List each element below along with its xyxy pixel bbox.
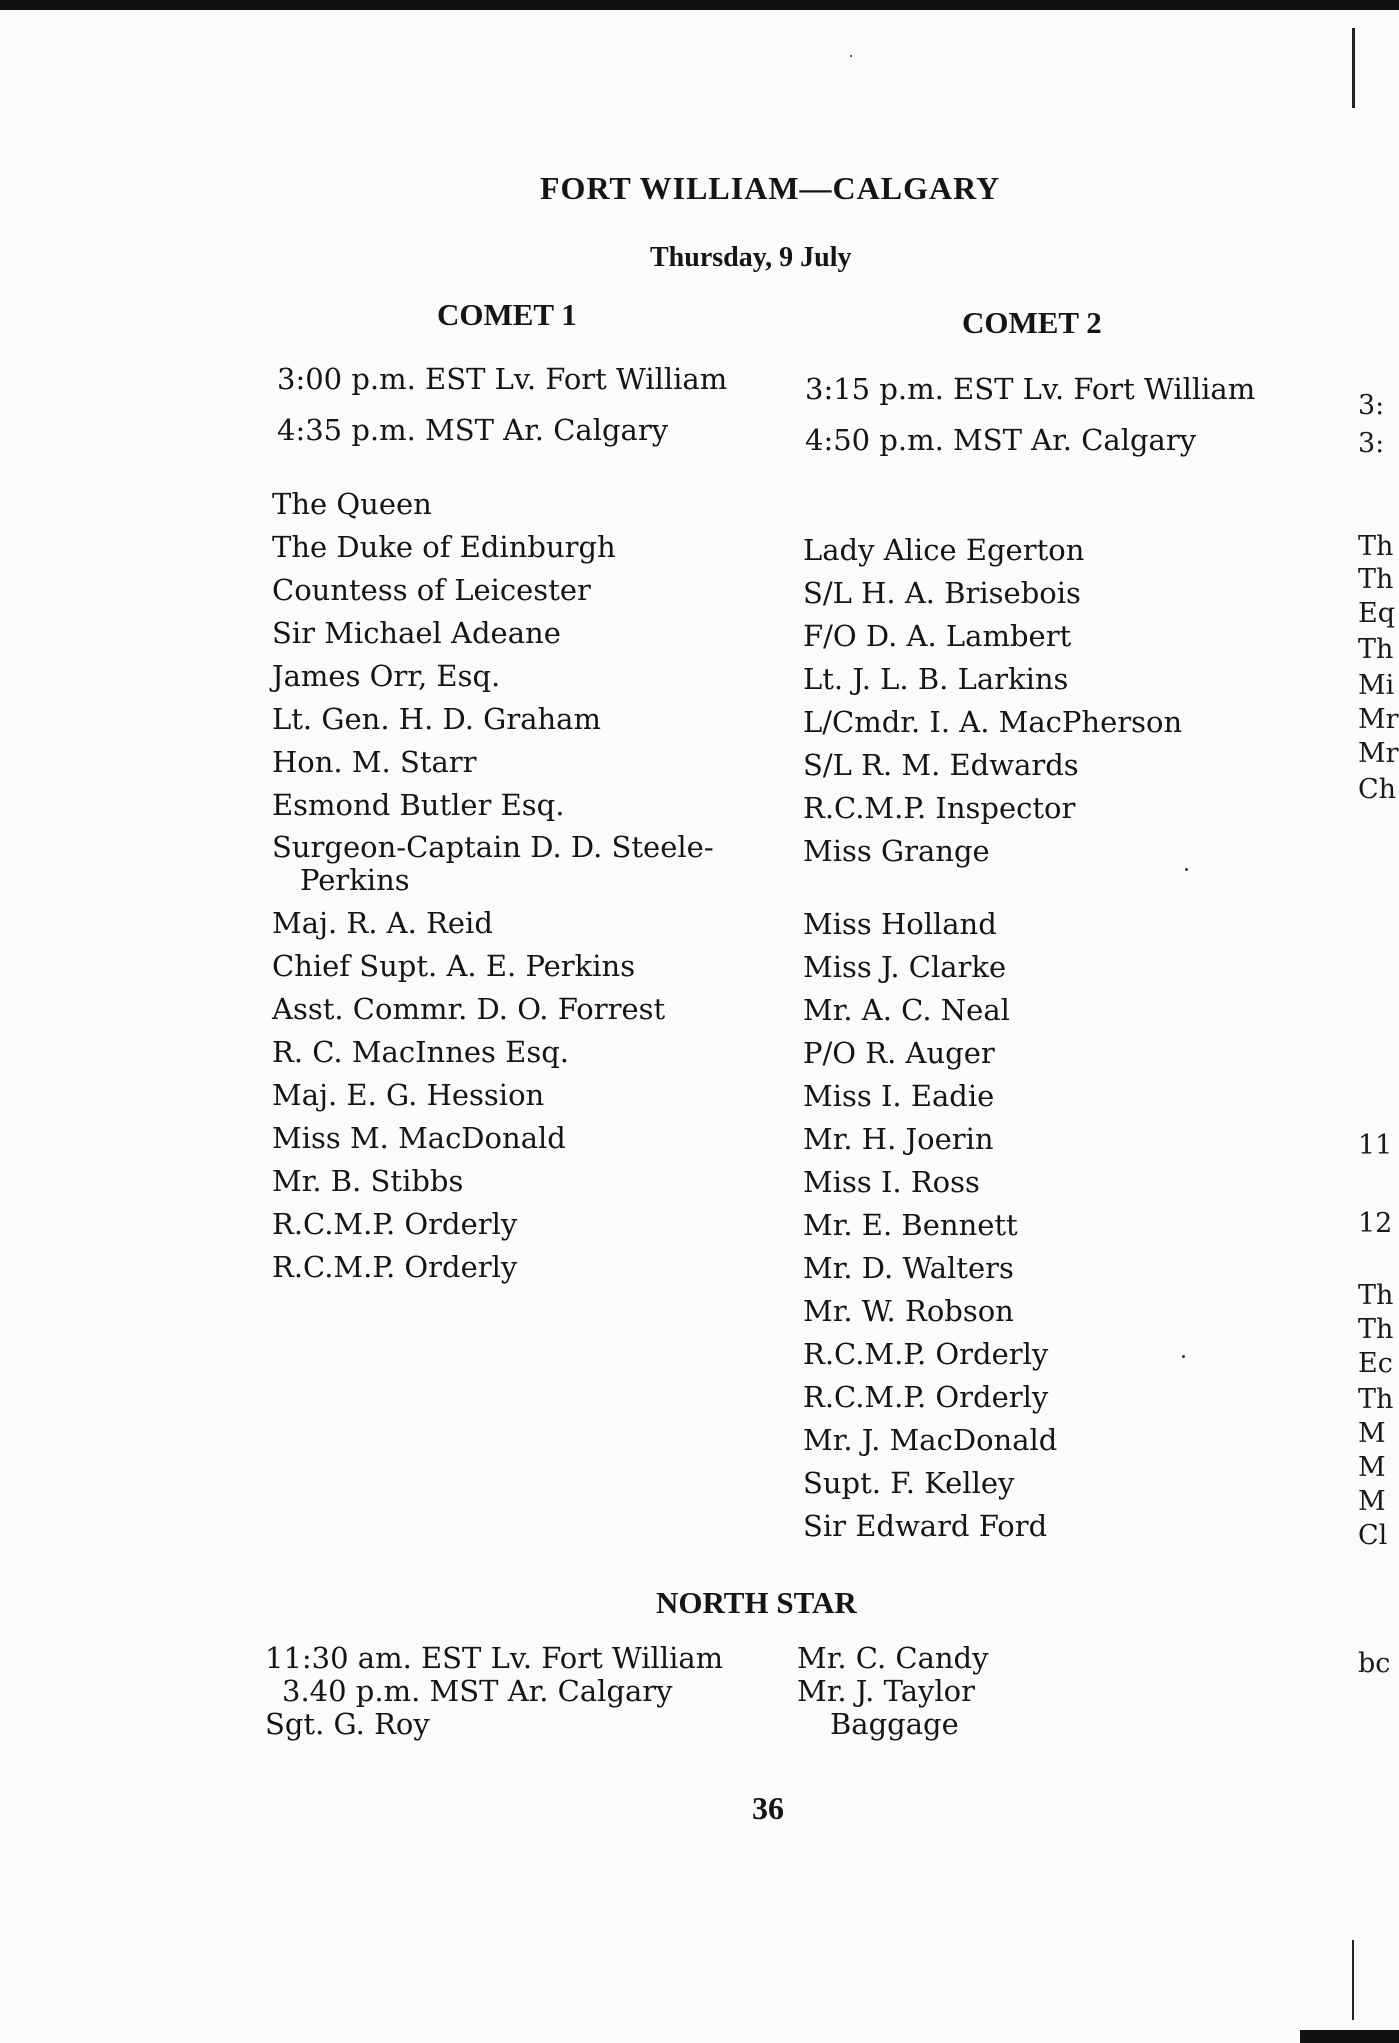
passenger [272, 827, 742, 902]
passenger: R.C.M.P. Orderly [803, 1337, 1049, 1371]
scan-speck [1182, 1355, 1185, 1358]
north-star-heading: NORTH STAR [656, 1585, 857, 1620]
passenger: Chief Supt. A. E. Perkins [272, 949, 636, 983]
passenger: The Duke of Edinburgh [272, 530, 616, 564]
edge-fragment: 11 [1358, 1130, 1393, 1161]
passenger: Lt. J. L. B. Larkins [803, 662, 1069, 696]
edge-fragment: Ec [1358, 1348, 1393, 1379]
edge-fragment: Th [1358, 564, 1394, 595]
edge-fragment: M [1358, 1452, 1386, 1483]
passenger: Sir Edward Ford [803, 1509, 1048, 1543]
passenger: Asst. Commr. D. O. Forrest [272, 992, 666, 1026]
passenger: Lady Alice Egerton [803, 533, 1085, 567]
passenger: Sir Michael Adeane [272, 616, 561, 650]
edge-fragment: Ch [1358, 774, 1397, 805]
edge-fragment: M [1358, 1418, 1386, 1449]
edge-fragment: Th [1358, 531, 1394, 562]
passenger: Maj. E. G. Hession [272, 1078, 545, 1112]
passenger: Miss I. Ross [803, 1165, 980, 1199]
comet-2-passenger-list [803, 529, 1182, 1548]
passenger: Countess of Leicester [272, 573, 591, 607]
passenger: Miss M. MacDonald [272, 1121, 566, 1155]
north-star-schedule [265, 1642, 723, 1741]
baggage-note: Baggage [830, 1707, 959, 1741]
passenger: Mr. H. Joerin [803, 1122, 994, 1156]
edge-fragment: Th [1358, 1384, 1394, 1415]
passenger: Mr. A. C. Neal [803, 993, 1010, 1027]
passenger: R.C.M.P. Inspector [803, 791, 1076, 825]
comet-2-departure: 3:15 p.m. EST Lv. Fort William [805, 372, 1256, 406]
edge-fragment: Eq [1358, 598, 1395, 629]
passenger: R. C. MacInnes Esq. [272, 1035, 569, 1069]
page-corner-edge [1300, 2030, 1399, 2043]
page-top-edge [0, 0, 1399, 10]
edge-fragment: 3: [1358, 428, 1385, 459]
passenger: Mr. D. Walters [803, 1251, 1014, 1285]
comet-1-passenger-list [272, 483, 742, 1289]
page-title: FORT WILLIAM—CALGARY [540, 170, 1001, 206]
comet-2-heading: COMET 2 [962, 305, 1102, 340]
edge-fragment: bc [1358, 1648, 1391, 1679]
edge-fragment: M [1358, 1486, 1386, 1517]
edge-fragment: Mr [1358, 738, 1399, 769]
passenger: Mr. E. Bennett [803, 1208, 1018, 1242]
passenger-line-2: Perkins [300, 863, 410, 897]
north-star-departure: 11:30 am. EST Lv. Fort William [265, 1641, 724, 1675]
edge-fragment: 12 [1358, 1208, 1393, 1239]
north-star-passenger-list [797, 1642, 989, 1741]
comet-2-schedule [805, 364, 1255, 466]
page-date: Thursday, 9 July [650, 242, 852, 273]
binding-mark-top [1352, 28, 1355, 108]
passenger: R.C.M.P. Orderly [803, 1380, 1049, 1414]
scan-speck [850, 55, 852, 57]
edge-fragment: Th [1358, 634, 1394, 665]
passenger: Miss J. Clarke [803, 950, 1007, 984]
scan-speck [1185, 868, 1188, 871]
passenger: Lt. Gen. H. D. Graham [272, 702, 601, 736]
binding-mark-bottom [1352, 1940, 1354, 2020]
passenger: Mr. J. MacDonald [803, 1423, 1058, 1457]
passenger: Miss I. Eadie [803, 1079, 995, 1113]
passenger: Supt. F. Kelley [803, 1466, 1015, 1500]
passenger: Maj. R. A. Reid [272, 906, 493, 940]
passenger: S/L H. A. Brisebois [803, 576, 1081, 610]
passenger: S/L R. M. Edwards [803, 748, 1079, 782]
passenger: Mr. B. Stibbs [272, 1164, 464, 1198]
passenger: The Queen [272, 487, 432, 521]
comet-1-arrival: 4:35 p.m. MST Ar. Calgary [277, 413, 669, 447]
north-star-arrival: 3.40 p.m. MST Ar. Calgary [282, 1674, 673, 1708]
comet-1-departure: 3:00 p.m. EST Lv. Fort William [277, 362, 728, 396]
edge-fragment: Cl [1358, 1520, 1388, 1551]
passenger: James Orr, Esq. [272, 659, 501, 693]
passenger-line-1: Surgeon-Captain D. D. Steele- [272, 830, 714, 864]
passenger: Hon. M. Starr [272, 745, 477, 779]
comet-2-arrival: 4:50 p.m. MST Ar. Calgary [805, 423, 1197, 457]
edge-fragment: Mi [1358, 670, 1395, 701]
page-number: 36 [752, 1790, 784, 1826]
passenger: Mr. J. Taylor [797, 1674, 975, 1708]
comet-1-schedule [277, 354, 727, 456]
edge-fragment: Th [1358, 1314, 1394, 1345]
edge-fragment: Th [1358, 1280, 1394, 1311]
north-star-passenger: Sgt. G. Roy [265, 1707, 430, 1741]
passenger: Mr. W. Robson [803, 1294, 1014, 1328]
edge-fragment: Mr [1358, 704, 1399, 735]
passenger: R.C.M.P. Orderly [272, 1207, 518, 1241]
passenger: P/O R. Auger [803, 1036, 995, 1070]
passenger: L/Cmdr. I. A. MacPherson [803, 705, 1183, 739]
passenger: Mr. C. Candy [797, 1641, 989, 1675]
passenger: R.C.M.P. Orderly [272, 1250, 518, 1284]
passenger: Miss Grange [803, 834, 990, 868]
passenger: F/O D. A. Lambert [803, 619, 1072, 653]
passenger: Esmond Butler Esq. [272, 788, 565, 822]
comet-1-heading: COMET 1 [437, 297, 577, 332]
edge-fragment: 3: [1358, 390, 1385, 421]
passenger: Miss Holland [803, 907, 997, 941]
